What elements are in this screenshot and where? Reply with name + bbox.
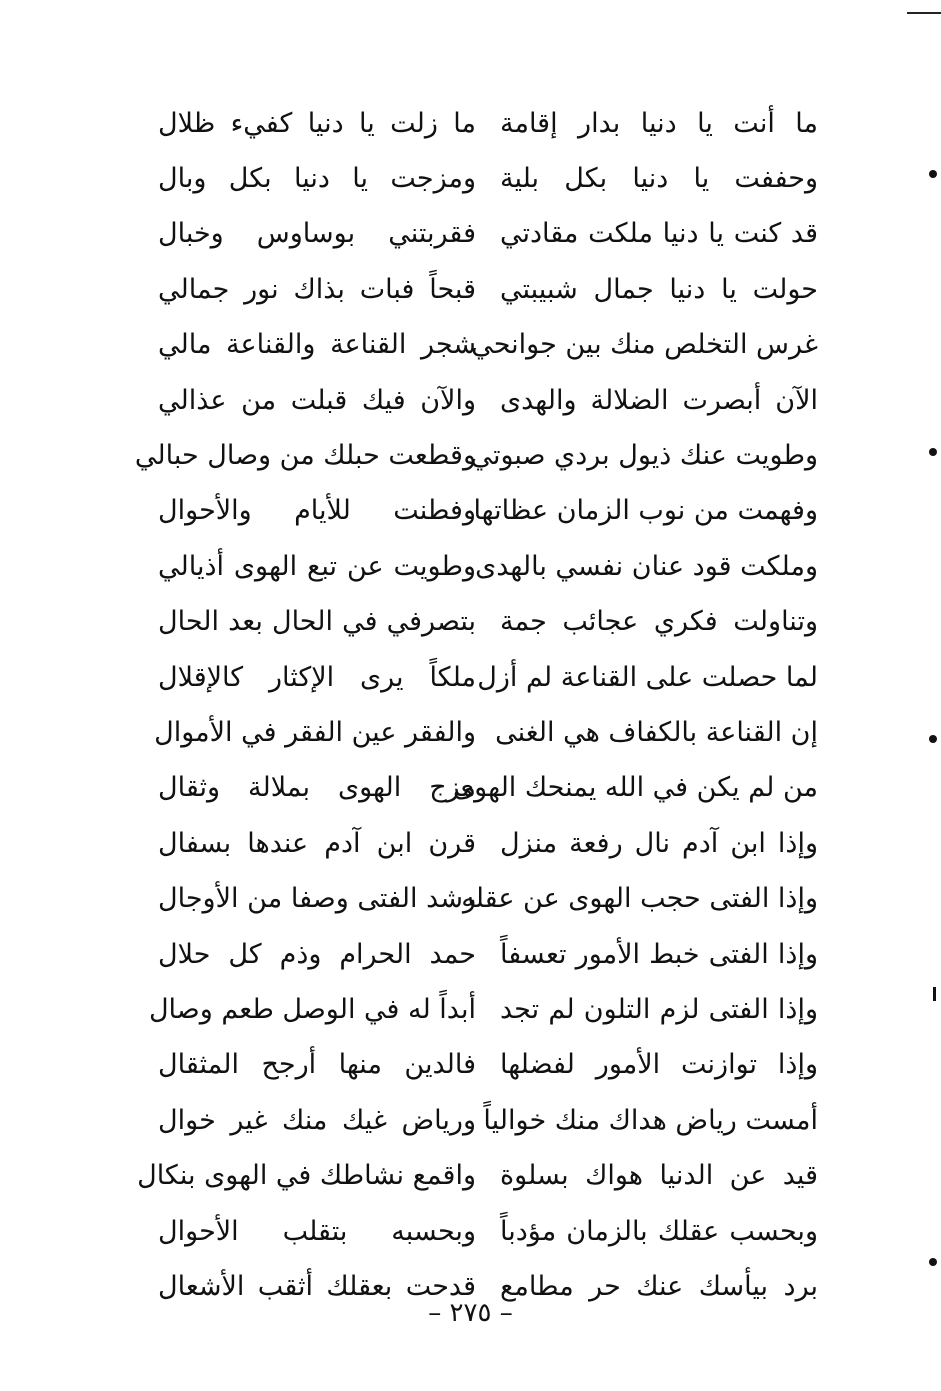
edge-mark	[929, 448, 937, 456]
verse-line	[158, 927, 818, 982]
second-hemistich: وفطنت للأيام والأحوال	[158, 495, 476, 527]
first-hemistich: لما حصلت على القناعة لم أزل	[477, 661, 818, 693]
verse-line	[158, 871, 818, 926]
second-hemistich: فقربتني بوساوس وخبال	[158, 218, 476, 250]
first-hemistich: وتناولت فكري عجائب جمة	[500, 606, 818, 638]
first-hemistich: وطويت عنك ذيول بردي صبوتي	[470, 440, 818, 472]
verse-line	[158, 761, 818, 816]
first-hemistich: قد كنت يا دنيا ملكت مقادتي	[500, 218, 818, 250]
verse-line	[158, 816, 818, 871]
first-hemistich: وبحسب عقلك بالزمان مؤدباً	[500, 1215, 818, 1247]
edge-mark	[929, 1258, 937, 1266]
verse-line	[158, 373, 818, 428]
second-hemistich: قدحت بعقلك أثقب الأشعال	[158, 1270, 476, 1302]
first-hemistich: برد بيأسك عنك حر مطامع	[500, 1270, 818, 1302]
verse-line	[134, 428, 818, 483]
second-hemistich: ما زلت يا دنيا كفيء ظلال	[158, 107, 476, 139]
verse-line	[158, 1204, 818, 1259]
verse-line	[154, 705, 818, 760]
verse-line	[158, 484, 818, 539]
second-hemistich: شجر القناعة والقناعة مالي	[158, 329, 476, 361]
first-hemistich: وإذا ابن آدم نال رفعة منزل	[500, 827, 818, 859]
page-number: – ٢٧٥ –	[428, 1298, 513, 1328]
first-hemistich: وإذا الفتى لزم التلون لم تجد	[500, 993, 818, 1025]
poem-body	[134, 96, 818, 1315]
second-hemistich: حمد الحرام وذم كل حلال	[158, 938, 476, 970]
verse-line	[158, 1093, 818, 1148]
verse-line	[158, 151, 818, 206]
verse-line	[137, 1148, 818, 1203]
verse-line	[158, 96, 818, 151]
first-hemistich: حولت يا دنيا جمال شبيبتي	[500, 273, 818, 305]
second-hemistich: رشد الفتى وصفا من الأوجال	[158, 883, 476, 915]
second-hemistich: ورياض غيك منك غير خوال	[158, 1104, 476, 1136]
first-hemistich: من لم يكن في الله يمنحك الهوى	[453, 772, 818, 804]
first-hemistich: إن القناعة بالكفاف هي الغنى	[495, 716, 818, 748]
first-hemistich: ما أنت يا دنيا بدار إقامة	[500, 107, 818, 139]
second-hemistich: والفقر عين الفقر في الأموال	[154, 716, 476, 748]
second-hemistich: ومزجت يا دنيا بكل وبال	[158, 163, 476, 195]
verse-line	[158, 650, 818, 705]
first-hemistich: غرس التخلص منك بين جوانحي	[471, 329, 818, 361]
first-hemistich: الآن أبصرت الضلالة والهدى	[500, 384, 818, 416]
top-edge-mark	[907, 0, 941, 14]
second-hemistich: وطويت عن تبع الهوى أذيالي	[158, 550, 476, 582]
second-hemistich: والآن فيك قبلت من عذالي	[158, 384, 476, 416]
edge-mark	[929, 735, 937, 743]
verse-line	[158, 262, 818, 317]
first-hemistich: أمست رياض هداك منك خوالياً	[483, 1104, 818, 1136]
second-hemistich: قبحاً فبات بذاك نور جمالي	[158, 273, 476, 305]
first-hemistich: وإذا توازنت الأمور لفضلها	[500, 1049, 818, 1081]
second-hemistich: أبداً له في الوصل طعم وصال	[148, 993, 476, 1025]
verse-line	[158, 318, 818, 373]
first-hemistich: وفهمت من نوب الزمان عظاتها	[473, 495, 818, 527]
first-hemistich: قيد عن الدنيا هواك بسلوة	[500, 1160, 818, 1192]
verse-line	[158, 1038, 818, 1093]
second-hemistich: وبحسبه بتقلب الأحوال	[158, 1215, 476, 1247]
verse-line	[158, 595, 818, 650]
first-hemistich: وملكت قود عنان نفسي بالهدى	[475, 550, 818, 582]
second-hemistich: واقمع نشاطك في الهوى بنكال	[137, 1160, 476, 1192]
second-hemistich: ملكاً يرى الإكثار كالإقلال	[158, 661, 476, 693]
second-hemistich: بتصرفي في الحال بعد الحال	[158, 606, 476, 638]
second-hemistich: مزج الهوى بملالة وثقال	[158, 772, 476, 804]
verse-line	[148, 982, 818, 1037]
verse-line	[158, 207, 818, 262]
second-hemistich: فالدين منها أرجح المثقال	[158, 1049, 476, 1081]
second-hemistich: وقطعت حبلك من وصال حبالي	[134, 440, 476, 472]
first-hemistich: وحففت يا دنيا بكل بلية	[500, 163, 818, 195]
second-hemistich: قرن ابن آدم عندها بسفال	[158, 827, 476, 859]
first-hemistich: وإذا الفتى خبط الأمور تعسفاً	[500, 938, 818, 970]
first-hemistich: وإذا الفتى حجب الهوى عن عقله	[461, 883, 818, 915]
edge-mark	[929, 170, 937, 178]
verse-line	[158, 539, 818, 594]
edge-mark	[933, 987, 936, 1001]
